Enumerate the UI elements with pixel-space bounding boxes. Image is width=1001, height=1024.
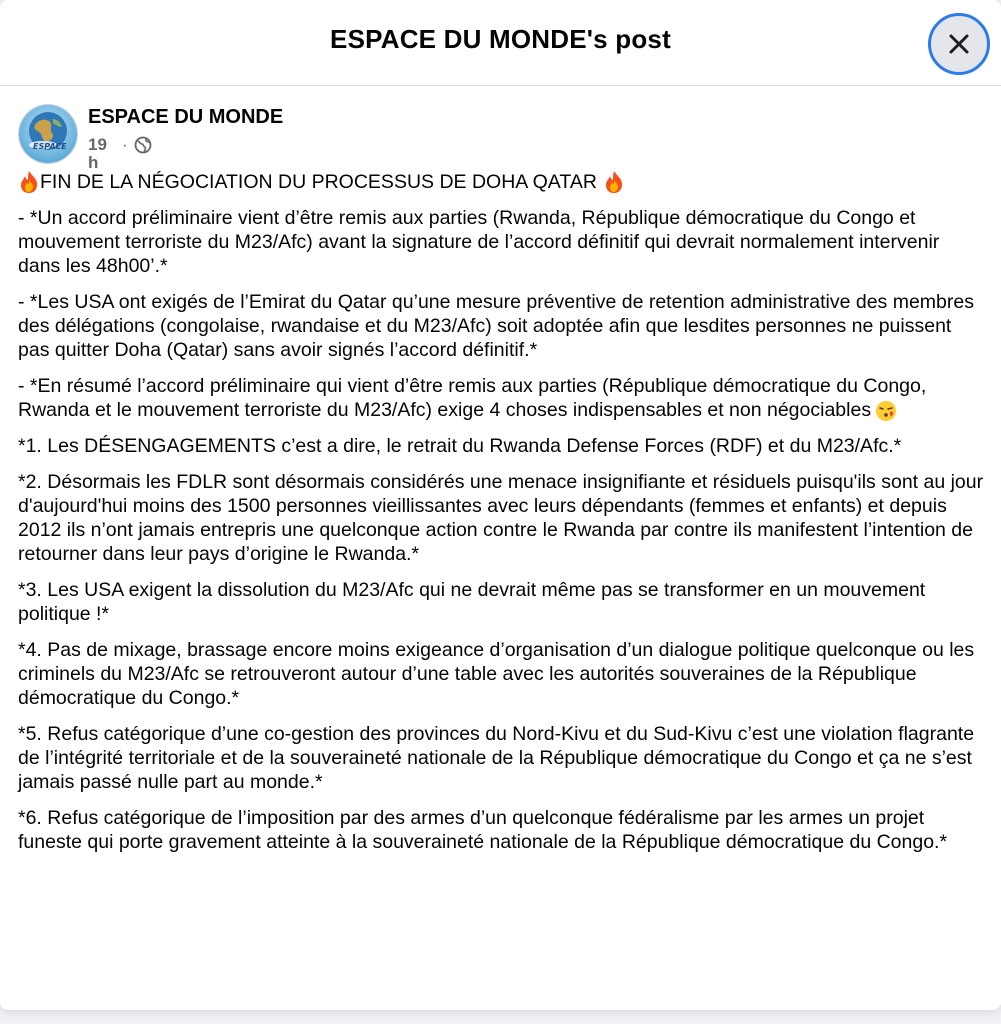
post-body	[18, 170, 986, 866]
post-paragraph: - *Les USA ont exigés de l’Emirat du Qatar qu’une mesure préventive de retention administrative des membres des délégations (congolaise, rwandaise et du M23/Afc) soit adoptée afin que lesdites personnes ne puissent pas quitter Doha (Qatar) sans avoir signés l’accord définitif.*	[18, 291, 974, 361]
post-paragraph: *3. Les USA exigent la dissolution du M23/Afc qui ne devrait même pas se transformer en un mouvement politique !*	[18, 579, 926, 625]
post-content	[0, 86, 1001, 986]
post-paragraph: - *Un accord préliminaire vient d’être remis aux parties (Rwanda, République démocratique du Congo et mouvement terroriste du M23/Afc) avant la signature de l’accord définitif qui devrait normalement intervenir dans les 48h00’.*	[18, 207, 940, 277]
close-button[interactable]	[928, 13, 990, 75]
kissing-face-emoji-icon	[875, 400, 897, 422]
globe-icon[interactable]	[134, 136, 152, 159]
dialog-header	[0, 0, 1001, 86]
post-paragraph	[18, 374, 986, 422]
dialog-title: ESPACE DU MONDE's post	[330, 24, 671, 54]
svg-text:ESPACE: ESPACE	[33, 142, 67, 151]
post-paragraph: *1. Les DÉSENGAGEMENTS c’est a dire, le retrait du Rwanda Defense Forces (RDF) et du M23/Afc.*	[18, 435, 902, 457]
avatar[interactable]	[18, 104, 78, 164]
post-paragraph: *4. Pas de mixage, brassage encore moins exigeance d’organisation d’un dialogue politique quelconque ou les criminels du M23/Afc se retrouveront autour d’une table avec les autorités souveraines de la République démocratique du Congo.*	[18, 639, 975, 709]
post-paragraph: *5. Refus catégorique d’une co-gestion des provinces du Nord-Kivu et du Sud-Kivu c’est une violation flagrante de l’intégrité territoriale et de la souveraineté nationale de la République démocratique du Congo et ça ne s’est jamais passé nulle part au monde.*	[18, 723, 975, 793]
post-paragraph: *6. Refus catégorique de l’imposition par des armes d’un quelconque fédéralisme par les armes un projet funeste qui porte gravement atteinte à la souveraineté nationale de la République démocratique du Congo.*	[18, 807, 948, 853]
fire-emoji-icon	[18, 170, 40, 194]
globe-logo-icon	[19, 105, 77, 163]
fire-emoji-icon	[603, 170, 625, 194]
post-paragraph: *2. Désormais les FDLR sont désormais considérés une menace insignifiante et résiduels puisqu'ils sont au jour d'aujourd'hui moins des 1500 personnes vieillissantes avec leurs dépendants (femmes et enfants) et depuis 2012 ils n’ont jamais entrepris une quelconque action contre le Rwanda par contre ils manifestent l’intention de retourner dans leur pays d’origine le Rwanda.*	[18, 471, 984, 565]
author-name[interactable]: ESPACE DU MONDE	[88, 106, 284, 128]
post-time[interactable]: 19 h	[88, 135, 107, 172]
meta-separator: ·	[122, 135, 128, 154]
post-headline	[18, 170, 986, 194]
headline-text: FIN DE LA NÉGOCIATION DU PROCESSUS DE DOHA QATAR	[40, 171, 597, 193]
paragraph-text: - *En résumé l’accord préliminaire qui vient d’être remis aux parties (République démocratique du Congo, Rwanda et le mouvement terroriste du M23/Afc) exige 4 choses indispensables et non négociables	[18, 375, 927, 421]
scroll-fade	[0, 960, 1001, 986]
close-icon	[947, 32, 971, 56]
